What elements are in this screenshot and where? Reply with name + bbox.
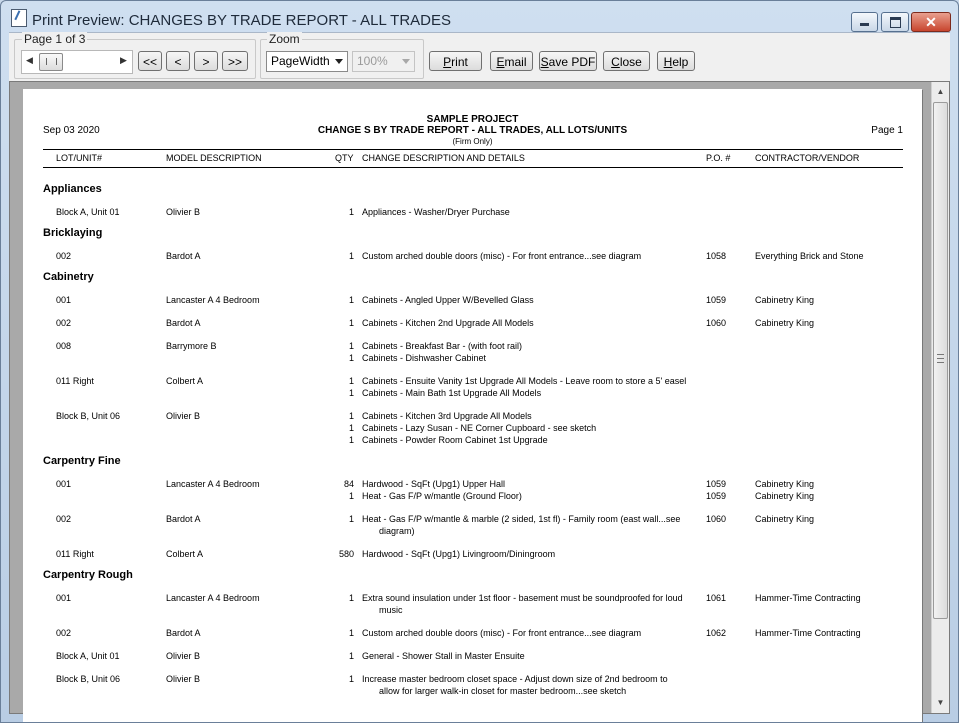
- row-qty: 1: [348, 491, 354, 501]
- col-vendor: CONTRACTOR/VENDOR: [755, 153, 860, 163]
- row-change-desc-cont: music: [379, 605, 403, 615]
- row-change-desc-cont: allow for larger walk-in closet for master bedroom...see sketch: [379, 686, 627, 696]
- row-change-desc: Extra sound insulation under 1st floor - basement must be soundproofed for loud: [362, 593, 683, 603]
- help-label: elp: [672, 55, 689, 69]
- grip-icon: [937, 354, 944, 363]
- report-subtitle: (Firm Only): [452, 137, 493, 146]
- row-lot: Block B, Unit 06: [56, 674, 121, 684]
- row-lot: 001: [56, 479, 72, 489]
- minimize-button[interactable]: [851, 12, 878, 32]
- print-accel: P: [443, 55, 452, 69]
- last-page-button[interactable]: >>: [222, 51, 248, 71]
- row-model: Olivier B: [166, 651, 201, 661]
- row-po: 1060: [706, 318, 727, 328]
- title-bar[interactable]: [1, 1, 958, 31]
- row-model: Lancaster A 4 Bedroom: [166, 593, 260, 603]
- row-vendor: Cabinetry King: [755, 318, 815, 328]
- prev-page-button[interactable]: <: [166, 51, 190, 71]
- report-page: [23, 89, 922, 723]
- email-label: mail: [504, 55, 527, 69]
- row-vendor: Cabinetry King: [755, 295, 815, 305]
- row-change-desc: Increase master bedroom closet space - Adjust down size of 2nd bedroom to: [362, 674, 668, 684]
- row-model: Bardot A: [166, 318, 201, 328]
- trade-heading: Carpentry Fine: [43, 455, 121, 467]
- row-lot: 001: [56, 295, 72, 305]
- zoom-group: [260, 32, 424, 79]
- col-change: CHANGE DESCRIPTION AND DETAILS: [362, 153, 525, 163]
- row-change-desc: Cabinets - Main Bath 1st Upgrade All Models: [362, 388, 542, 398]
- page-navigation-group: [14, 32, 256, 79]
- row-model: Barrymore B: [166, 341, 217, 351]
- close-icon: ✕: [925, 14, 937, 30]
- zoom-mode-value: PageWidth: [271, 54, 330, 68]
- row-model: Bardot A: [166, 251, 201, 261]
- row-lot: 008: [56, 341, 72, 351]
- row-model: Olivier B: [166, 411, 201, 421]
- window-close-button[interactable]: [911, 12, 951, 32]
- row-qty: 1: [348, 423, 354, 433]
- row-qty: 1: [348, 411, 354, 421]
- row-lot: 001: [56, 593, 72, 603]
- scroll-down-icon[interactable]: ▼: [936, 698, 945, 707]
- row-model: Colbert A: [166, 376, 204, 386]
- minimize-icon: [860, 23, 869, 26]
- row-po: 1059: [706, 491, 727, 501]
- help-accel: H: [663, 55, 673, 69]
- row-qty: 1: [348, 251, 354, 261]
- row-model: Olivier B: [166, 674, 201, 684]
- row-change-desc: Cabinets - Powder Room Cabinet 1st Upgrade: [362, 435, 548, 445]
- report-project: SAMPLE PROJECT: [426, 114, 519, 125]
- row-lot: 002: [56, 514, 72, 524]
- row-change-desc-cont: diagram): [379, 526, 415, 536]
- trade-heading: Bricklaying: [43, 227, 103, 239]
- row-qty: 1: [348, 376, 354, 386]
- row-model: Bardot A: [166, 628, 201, 638]
- report-title: CHANGE S BY TRADE REPORT - ALL TRADES, ALL LOTS/UNITS: [317, 125, 628, 136]
- header-top-rule: [43, 149, 903, 150]
- row-qty: 1: [348, 353, 354, 363]
- print-button[interactable]: [429, 51, 482, 71]
- row-change-desc: Cabinets - Kitchen 3rd Upgrade All Models: [362, 411, 532, 421]
- preview-toolbar: [9, 32, 950, 81]
- row-lot: 011 Right: [56, 549, 94, 559]
- row-qty: 1: [348, 388, 354, 398]
- row-change-desc: Heat - Gas F/P w/mantle & marble (2 sided, 1st fl) - Family room (east wall...see: [362, 514, 681, 524]
- report-date: Sep 03 2020: [43, 125, 100, 136]
- save-pdf-label: ave PDF: [548, 55, 596, 69]
- row-qty: 1: [348, 651, 354, 661]
- save-pdf-accel: S: [540, 55, 549, 69]
- vertical-scrollbar[interactable]: [931, 82, 949, 713]
- row-change-desc: Cabinets - Lazy Susan - NE Corner Cupboard - see sketch: [362, 423, 597, 433]
- row-qty: 1: [348, 207, 354, 217]
- row-change-desc: Cabinets - Dishwasher Cabinet: [362, 353, 487, 363]
- row-change-desc: Cabinets - Angled Upper W/Bevelled Glass: [362, 295, 534, 305]
- row-po: 1058: [706, 251, 727, 261]
- row-lot: Block A, Unit 01: [56, 207, 120, 217]
- preview-area[interactable]: [9, 81, 950, 714]
- row-change-desc: Cabinets - Ensuite Vanity 1st Upgrade All Models - Leave room to store a 5' easel: [362, 376, 687, 386]
- row-po: 1059: [706, 295, 727, 305]
- row-change-desc: Appliances - Washer/Dryer Purchase: [362, 207, 510, 217]
- email-button[interactable]: [490, 51, 533, 71]
- row-change-desc: Hardwood - SqFt (Upg1) Upper Hall: [362, 479, 506, 489]
- first-page-button[interactable]: <<: [138, 51, 162, 71]
- row-qty: 1: [348, 435, 354, 445]
- row-lot: Block A, Unit 01: [56, 651, 120, 661]
- chevron-down-icon: [335, 59, 343, 64]
- scroll-up-icon[interactable]: ▲: [936, 87, 945, 96]
- row-po: 1059: [706, 479, 727, 489]
- help-button[interactable]: [657, 51, 695, 71]
- close-label: lose: [619, 55, 642, 69]
- vertical-scroll-thumb[interactable]: [933, 102, 948, 619]
- row-po: 1062: [706, 628, 727, 638]
- zoom-percent-select[interactable]: [352, 51, 415, 72]
- row-vendor: Cabinetry King: [755, 514, 815, 524]
- row-lot: 002: [56, 318, 72, 328]
- grip-icon: [46, 58, 57, 65]
- maximize-button[interactable]: [881, 12, 909, 32]
- row-lot: Block B, Unit 06: [56, 411, 121, 421]
- row-model: Colbert A: [166, 549, 204, 559]
- row-change-desc: Heat - Gas F/P w/mantle (Ground Floor): [362, 491, 522, 501]
- row-lot: 002: [56, 628, 72, 638]
- report-page-number: Page 1: [871, 125, 903, 136]
- print-preview-app-icon: [11, 9, 27, 27]
- row-lot: 002: [56, 251, 72, 261]
- row-vendor: Hammer-Time Contracting: [755, 593, 861, 603]
- maximize-icon: [890, 17, 901, 28]
- row-po: 1061: [706, 593, 727, 603]
- row-model: Olivier B: [166, 207, 201, 217]
- trade-heading: Cabinetry: [43, 271, 94, 283]
- row-lot: 011 Right: [56, 376, 94, 386]
- row-change-desc: Custom arched double doors (misc) - For front entrance...see diagram: [362, 628, 642, 638]
- page-scrollbar[interactable]: [21, 50, 133, 74]
- close-accel: C: [611, 55, 620, 69]
- row-change-desc: Cabinets - Breakfast Bar - (with foot rail): [362, 341, 523, 351]
- row-po: 1060: [706, 514, 727, 524]
- col-model: MODEL DESCRIPTION: [166, 153, 262, 163]
- row-change-desc: Cabinets - Kitchen 2nd Upgrade All Models: [362, 318, 534, 328]
- col-po: P.O. #: [706, 153, 731, 163]
- row-qty: 1: [348, 341, 354, 351]
- trade-heading: Appliances: [43, 183, 102, 195]
- row-qty: 1: [348, 628, 354, 638]
- page-scroll-thumb[interactable]: [39, 53, 63, 71]
- row-vendor: Hammer-Time Contracting: [755, 628, 861, 638]
- row-qty: 1: [348, 514, 354, 524]
- zoom-mode-select[interactable]: [266, 51, 348, 72]
- row-qty: 1: [348, 295, 354, 305]
- header-bottom-rule: [43, 167, 903, 168]
- row-change-desc: Custom arched double doors (misc) - For front entrance...see diagram: [362, 251, 642, 261]
- save-pdf-button[interactable]: [539, 51, 597, 71]
- window-title: Print Preview: CHANGES BY TRADE REPORT - ALL TRADES: [32, 12, 452, 29]
- trade-heading: Carpentry Rough: [43, 569, 133, 581]
- zoom-group-label: Zoom: [269, 32, 300, 46]
- row-qty: 1: [348, 593, 354, 603]
- row-model: Lancaster A 4 Bedroom: [166, 295, 260, 305]
- row-qty: 1: [348, 318, 354, 328]
- print-label: rint: [451, 55, 468, 69]
- row-vendor: Cabinetry King: [755, 491, 815, 501]
- row-qty: 1: [348, 674, 354, 684]
- row-change-desc: Hardwood - SqFt (Upg1) Livingroom/Diningroom: [362, 549, 556, 559]
- chevron-down-icon: [402, 59, 410, 64]
- email-accel: E: [496, 55, 505, 69]
- zoom-percent-value: 100%: [357, 54, 388, 68]
- next-page-button[interactable]: >: [194, 51, 218, 71]
- close-button[interactable]: [603, 51, 650, 71]
- row-vendor: Everything Brick and Stone: [755, 251, 864, 261]
- row-qty: 84: [343, 479, 354, 489]
- scroll-left-icon[interactable]: ◀: [26, 55, 33, 65]
- scroll-right-icon[interactable]: ▶: [120, 55, 127, 65]
- row-qty: 580: [338, 549, 354, 559]
- row-vendor: Cabinetry King: [755, 479, 815, 489]
- page-indicator: Page 1 of 3: [24, 32, 86, 46]
- row-change-desc: General - Shower Stall in Master Ensuite: [362, 651, 525, 661]
- row-model: Lancaster A 4 Bedroom: [166, 479, 260, 489]
- col-lot: LOT/UNIT#: [56, 153, 103, 163]
- row-model: Bardot A: [166, 514, 201, 524]
- col-qty: QTY: [335, 153, 354, 163]
